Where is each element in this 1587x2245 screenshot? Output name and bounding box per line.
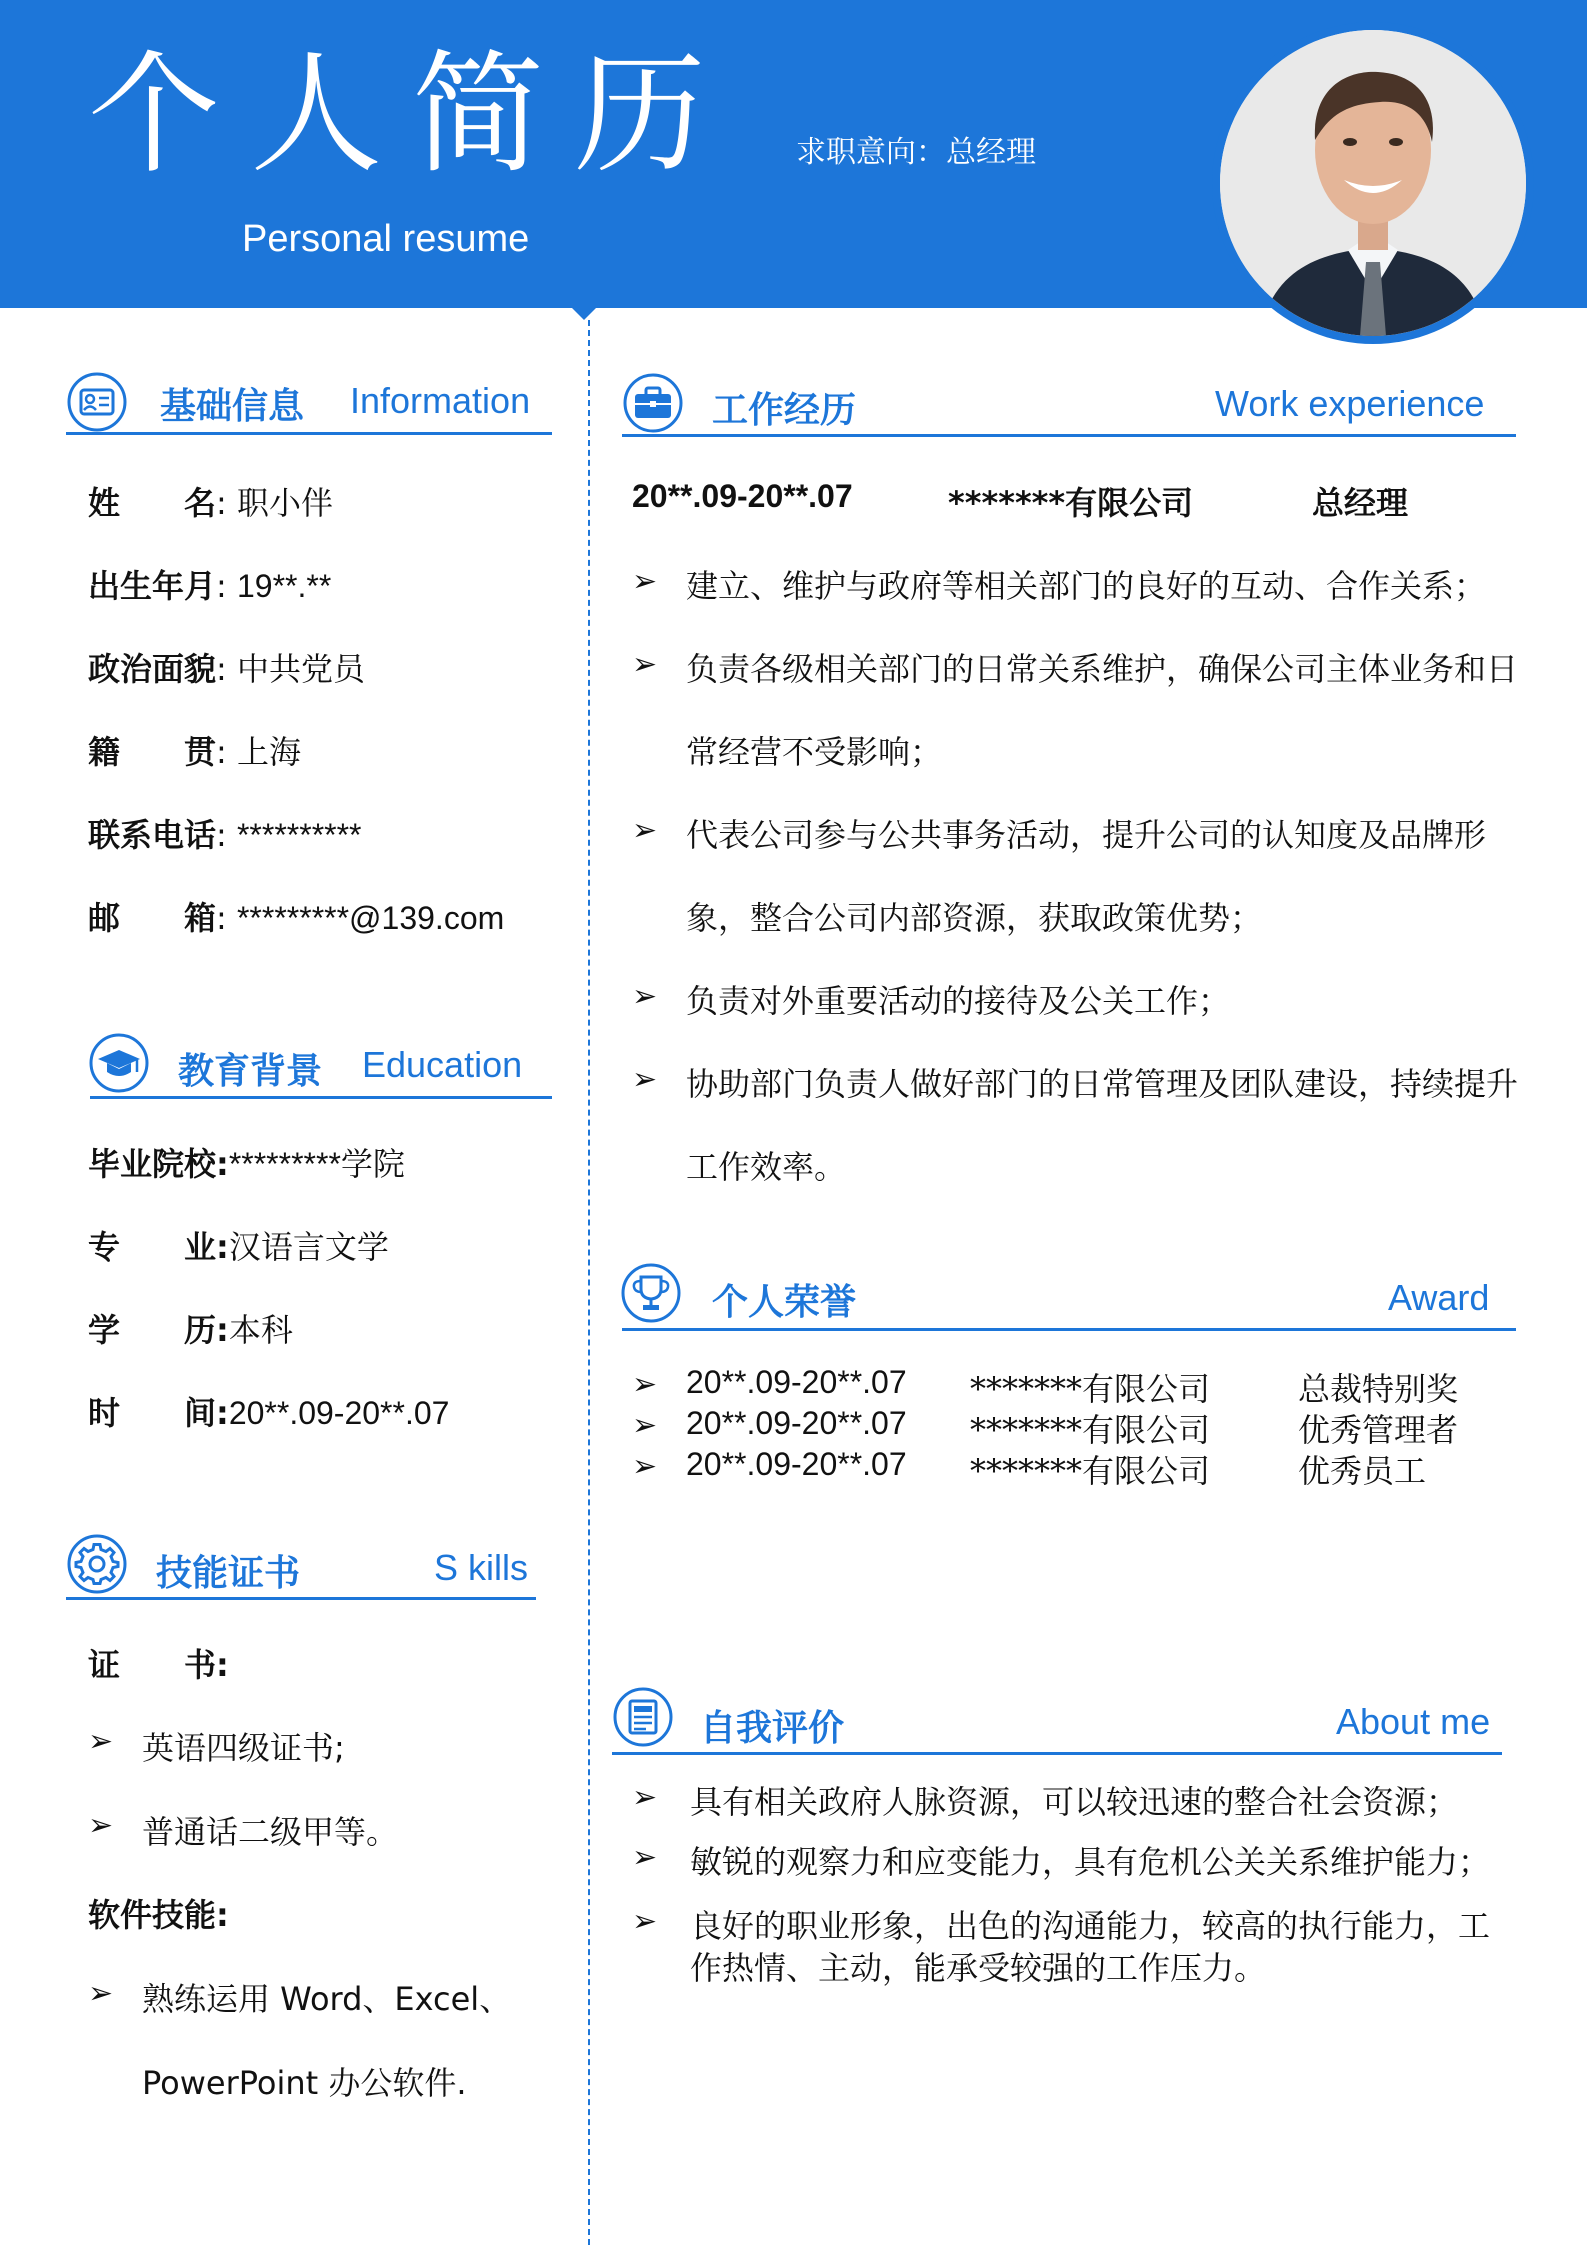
bullet-arrow-icon: ➢ [632,1367,658,1402]
bullet-arrow-icon: ➢ [632,1904,658,1939]
info-value: 中共党员 [236,651,365,687]
section-underline [66,432,552,435]
work-duty: 建立、维护与政府等相关部门的良好的互动、合作关系； [686,567,1487,605]
bullet-arrow-icon: ➢ [632,1780,658,1815]
work-duty: 负责对外重要活动的接待及公关工作； [686,982,1231,1020]
info-label: 出生年月 [88,567,217,605]
software-label: 软件技能: [88,1896,229,1934]
page-title: 个人简历 [88,38,736,192]
edu-row-time [88,1388,449,1434]
info-row-name: 姓 名: 职小伴 [88,478,333,524]
info-value: 上海 [236,734,301,770]
document-icon [612,1686,674,1748]
award-name: 总裁特别奖 [1298,1370,1459,1408]
section-title-work: 工作经历 [712,390,857,431]
edu-value: 20**.09-20**.07 [228,1395,450,1431]
cert-heading [88,1640,229,1686]
avatar [1212,22,1534,344]
bullet-arrow-icon: ➢ [88,1808,114,1843]
cert-label: 证 书: [88,1646,229,1684]
work-duty: 协助部门负责人做好部门的日常管理及团队建设，持续提升 [686,1065,1519,1103]
bullet-arrow-icon: ➢ [632,1840,658,1875]
work-duty: 代表公司参与公共事务活动，提升公司的认知度及品牌形 [686,816,1487,854]
info-row-politics: 政治面貌: 中共党员 [88,644,365,690]
section-title-education: 教育背景 [178,1051,323,1092]
work-period: 20**.09-20**.07 [632,478,853,514]
edu-row-major [88,1222,389,1268]
section-underline [622,1328,1516,1331]
section-title-about: 自我评价 [700,1708,845,1749]
section-underline [612,1752,1502,1755]
edu-label: 时 间: [88,1394,229,1432]
about-line: 作热情、主动，能承受较强的工作压力。 [690,1949,1267,1987]
info-value: 19**.** [236,568,332,604]
info-row-native: 籍 贯: 上海 [88,727,301,773]
section-underline [66,1597,536,1600]
award-period: 20**.09-20**.07 [686,1405,907,1441]
cert-item: 英语四级证书; [142,1729,345,1767]
software-line: 熟练运用 Word、Excel、 [142,1980,512,2018]
job-intent: 求职意向：总经理 [796,135,1036,170]
about-line: 良好的职业形象，出色的沟通能力，较高的执行能力，工 [690,1907,1491,1945]
section-title-about-en: About me [1336,1701,1491,1742]
about-line: 具有相关政府人脉资源，可以较迅速的整合社会资源； [690,1783,1459,1821]
section-underline [90,1096,552,1099]
section-title-education-en: Education [362,1044,523,1085]
bullet-arrow-icon: ➢ [632,979,658,1014]
info-label: 政治面貌 [88,650,217,688]
info-label: 姓 名 [88,484,217,522]
work-duty: 负责各级相关部门的日常关系维护，确保公司主体业务和日 [686,650,1519,688]
trophy-icon [620,1262,682,1324]
work-duty: 象，整合公司内部资源，获取政策优势； [686,899,1263,937]
bullet-arrow-icon: ➢ [632,1062,658,1097]
portrait-illustration [1220,30,1526,336]
column-divider [588,320,590,2245]
award-period: 20**.09-20**.07 [686,1364,907,1400]
edu-label: 专 业: [88,1228,229,1266]
header-notch [570,306,598,320]
section-title-work-en: Work experience [1215,383,1485,424]
section-title-skills: 技能证书 [156,1553,301,1594]
bullet-arrow-icon: ➢ [632,647,658,682]
award-name: 优秀管理者 [1298,1411,1459,1449]
bullet-arrow-icon: ➢ [632,564,658,599]
award-company: *******有限公司 [970,1411,1211,1449]
page-subtitle: Personal resume [242,218,530,260]
work-position: 总经理 [1312,484,1409,522]
edu-row-degree [88,1305,293,1351]
edu-value: 汉语言文学 [228,1229,389,1265]
edu-value: 本科 [228,1312,293,1348]
section-underline [622,434,1516,437]
cert-item: 普通话二级甲等。 [142,1813,399,1851]
section-title-basic: 基础信息 [160,386,305,427]
edu-label: 学 历: [88,1311,229,1349]
bullet-arrow-icon: ➢ [632,1449,658,1484]
info-value: 职小伴 [236,485,333,521]
edu-value: *********学院 [228,1146,405,1182]
work-duty: 工作效率。 [686,1148,847,1186]
bullet-arrow-icon: ➢ [632,813,658,848]
info-label: 邮 箱 [88,899,217,937]
info-label: 联系电话 [88,816,217,854]
work-company: *******有限公司 [948,484,1194,522]
work-duty: 常经营不受影响； [686,733,943,771]
info-value: *********@139.com [236,900,505,936]
info-value: ********** [236,817,362,853]
edu-label: 毕业院校: [88,1145,229,1183]
section-title-skills-en: S kills [434,1547,529,1588]
about-line: 敏锐的观察力和应变能力，具有危机公关关系维护能力； [690,1843,1491,1881]
bullet-arrow-icon: ➢ [632,1408,658,1443]
bullet-arrow-icon: ➢ [88,1976,114,2011]
software-line: PowerPoint 办公软件. [142,2064,467,2102]
info-row-phone: 联系电话: ********** [88,810,362,856]
edu-row-school [88,1139,405,1185]
info-label: 籍 贯 [88,733,217,771]
award-company: *******有限公司 [970,1370,1211,1408]
info-row-birth: 出生年月: 19**.** [88,561,331,607]
award-period: 20**.09-20**.07 [686,1446,907,1482]
id-card-icon [66,371,128,433]
section-title-basic-en: Information [350,380,531,421]
section-title-award: 个人荣誉 [712,1282,857,1323]
bullet-arrow-icon: ➢ [88,1724,114,1759]
info-row-email: 邮 箱: *********@139.com [88,893,504,939]
award-company: *******有限公司 [970,1452,1211,1490]
graduation-cap-icon [88,1032,150,1094]
software-heading [88,1890,229,1936]
section-title-award-en: Award [1388,1277,1490,1318]
award-name: 优秀员工 [1298,1452,1427,1490]
briefcase-icon [622,372,684,434]
gear-icon [66,1533,128,1595]
